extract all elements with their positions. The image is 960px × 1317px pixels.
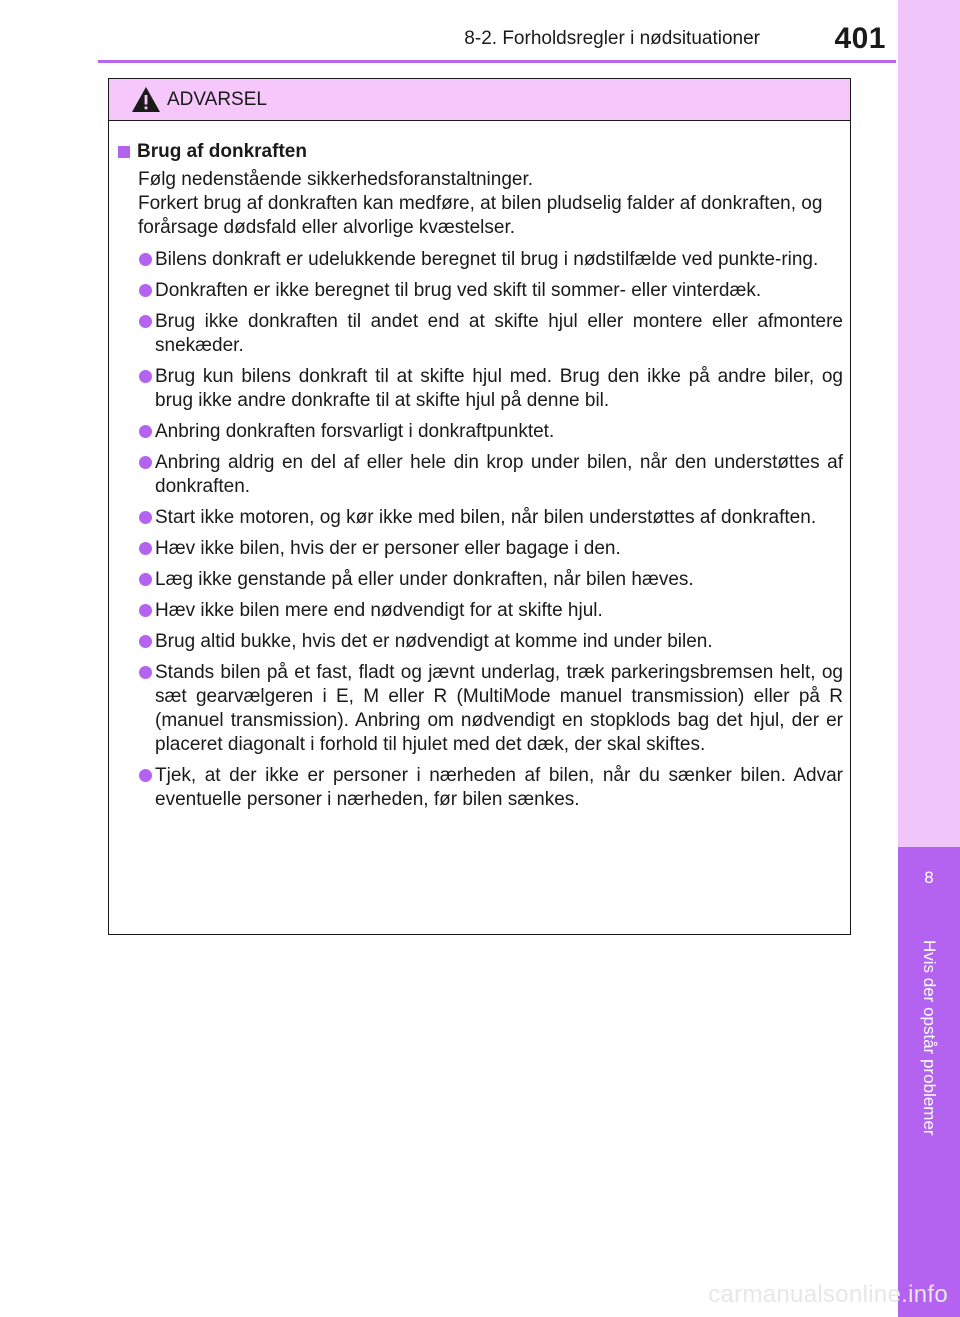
- bullet-icon: [139, 511, 152, 524]
- bullet-icon: [139, 253, 152, 266]
- list-item: [118, 764, 843, 812]
- bullet-icon: [139, 284, 152, 297]
- list-item: [118, 279, 843, 303]
- warning-header: [109, 79, 850, 121]
- warning-heading: [118, 140, 843, 164]
- list-item-text: Brug ikke donkraften til andet end at skifte hjul eller montere eller afmontere snekæder.: [155, 311, 843, 356]
- list-item-text: Læg ikke genstande på eller under donkraften, når bilen hæves.: [155, 569, 694, 590]
- list-item: [118, 310, 843, 358]
- intro-line: Forkert brug af donkraften kan medføre, at bilen pludselig falder af donkraften, og forårsage dødsfald eller alvorlige kvæstelser.: [138, 193, 823, 238]
- warning-triangle-icon: [131, 86, 161, 113]
- page-number: 401: [834, 22, 886, 55]
- list-item: [118, 506, 843, 530]
- list-item: [118, 365, 843, 413]
- bullet-icon: [139, 604, 152, 617]
- list-item: [118, 568, 843, 592]
- bullet-icon: [139, 666, 152, 679]
- warning-intro: [118, 168, 843, 240]
- list-item-text: Donkraften er ikke beregnet til brug ved skift til sommer- eller vinterdæk.: [155, 280, 762, 301]
- warning-list: [118, 248, 843, 812]
- warning-body: [109, 121, 850, 812]
- list-item-text: Hæv ikke bilen mere end nødvendigt for at skifte hjul.: [155, 600, 603, 621]
- intro-line: Følg nedenstående sikkerhedsforanstaltninger.: [138, 169, 534, 190]
- list-item: [118, 451, 843, 499]
- list-item: [118, 661, 843, 757]
- list-item: [118, 599, 843, 623]
- bullet-icon: [139, 769, 152, 782]
- section-title: 8-2. Forholdsregler i nødsituationer: [464, 28, 760, 49]
- bullet-icon: [139, 425, 152, 438]
- list-item-text: Start ikke motoren, og kør ikke med bilen, når bilen understøttes af donkraften.: [155, 507, 817, 528]
- chapter-tab-background: [898, 0, 960, 847]
- list-item-text: Anbring aldrig en del af eller hele din krop under bilen, når den understøttes af donkraften.: [155, 452, 843, 497]
- list-item: [118, 537, 843, 561]
- list-item-text: Stands bilen på et fast, fladt og jævnt underlag, træk parkeringsbremsen helt, og sæt gearvælgeren i E, M eller R (MultiMode manuel transmission) eller på R (manuel transmission). Anbring om nødvendigt en stopklods bag det hjul, der er placeret diagonalt i forhold til hjulet med det dæk, der skal skiftes.: [155, 662, 843, 755]
- warning-heading-text: Brug af donkraften: [137, 141, 307, 162]
- list-item-text: Brug kun bilens donkraft til at skifte hjul med. Brug den ikke på andre biler, og brug ikke andre donkrafte til at skifte hjul på denne bil.: [155, 366, 843, 411]
- list-item: [118, 630, 843, 654]
- square-bullet-icon: [118, 146, 130, 158]
- list-item-text: Bilens donkraft er udelukkende beregnet til brug i nødstilfælde ved punkte-ring.: [155, 249, 819, 270]
- list-item: [118, 420, 843, 444]
- bullet-icon: [139, 573, 152, 586]
- list-item-text: Tjek, at der ikke er personer i nærheden af bilen, når du sænker bilen. Advar eventuelle personer i nærheden, før bilen sænkes.: [155, 765, 843, 810]
- list-item: [118, 248, 843, 272]
- list-item-text: Brug altid bukke, hvis det er nødvendigt at komme ind under bilen.: [155, 631, 713, 652]
- header-rule: [98, 60, 896, 63]
- bullet-icon: [139, 456, 152, 469]
- watermark: carmanualsonline.info: [708, 1281, 948, 1308]
- chapter-number: 8: [924, 868, 934, 887]
- warning-box: [108, 78, 851, 935]
- bullet-icon: [139, 315, 152, 328]
- chapter-title: Hvis der opstår problemer: [920, 940, 939, 1136]
- bullet-icon: [139, 635, 152, 648]
- bullet-icon: [139, 542, 152, 555]
- bullet-icon: [139, 370, 152, 383]
- warning-label: ADVARSEL: [167, 89, 267, 110]
- list-item-text: Hæv ikke bilen, hvis der er personer eller bagage i den.: [155, 538, 621, 559]
- list-item-text: Anbring donkraften forsvarligt i donkraftpunktet.: [155, 421, 555, 442]
